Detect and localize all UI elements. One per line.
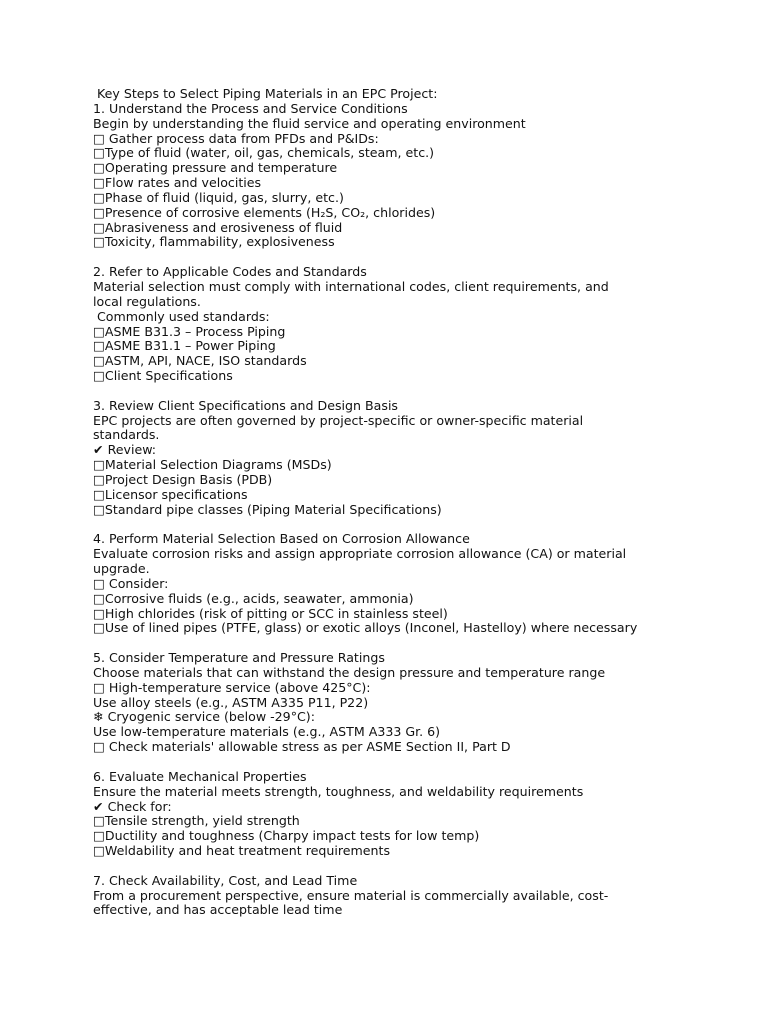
checkmark-icon: ✔: [93, 442, 104, 458]
section-heading: 5. Consider Temperature and Pressure Ratings: [93, 650, 385, 666]
box-icon: □: [93, 620, 105, 636]
list-item-text: Tensile strength, yield strength: [104, 813, 300, 829]
check-text: Check materials' allowable stress as per ASME Section II, Part D: [104, 739, 511, 755]
list-item-text: Ductility and toughness (Charpy impact tests for low temp): [104, 828, 480, 844]
list-item: [93, 592, 693, 607]
list-item-text: Use of lined pipes (PTFE, glass) or exotic alloys (Inconel, Hastelloy) where necessary: [104, 620, 638, 636]
section-body-line: Material selection must comply with international codes, client requirements, and: [93, 278, 609, 294]
list-item: [93, 146, 693, 161]
box-icon: □: [93, 605, 105, 621]
intro-text: Gather process data from PFDs and P&IDs:: [104, 130, 379, 146]
list-item-text: High chlorides (risk of pitting or SCC in stainless steel): [104, 605, 448, 621]
list-item-text: Client Specifications: [104, 368, 233, 384]
cryo-detail: Use low-temperature materials (e.g., ASTM A333 Gr. 6): [93, 724, 441, 740]
checkmark-icon: ✔: [93, 798, 104, 814]
section-6: [93, 770, 693, 859]
list-item-text: Toxicity, flammability, explosiveness: [104, 234, 335, 250]
box-icon: □: [93, 323, 105, 339]
high-temp-detail: Use alloy steels (e.g., ASTM A335 P11, P22): [93, 694, 369, 710]
section-body-line: local regulations.: [93, 293, 201, 309]
list-item-text: Weldability and heat treatment requirements: [104, 843, 390, 859]
list-item-text: Licensor specifications: [104, 486, 248, 502]
section-intro: [93, 443, 693, 458]
list-item: [93, 844, 693, 859]
list-item-text: Standard pipe classes (Piping Material Specifications): [104, 501, 442, 517]
list-item: [93, 191, 693, 206]
cryo-line: [93, 710, 693, 725]
list-item: [93, 621, 693, 636]
section-heading: 2. Refer to Applicable Codes and Standards: [93, 264, 367, 280]
section-3: [93, 399, 693, 518]
box-icon: □: [93, 501, 105, 517]
spacer: [93, 636, 693, 651]
list-item: [93, 354, 693, 369]
list-item: [93, 221, 693, 236]
box-icon: □: [93, 590, 105, 606]
list-item: [93, 488, 693, 503]
list-item: [93, 161, 693, 176]
list-item-text: ASME B31.1 – Power Piping: [104, 338, 276, 354]
list-item-text: Project Design Basis (PDB): [104, 471, 273, 487]
section-body-line: From a procurement perspective, ensure material is commercially available, cost-: [93, 887, 609, 903]
list-item-text: Phase of fluid (liquid, gas, slurry, etc.): [104, 189, 344, 205]
box-icon: □: [93, 739, 105, 755]
intro-text: Check for:: [103, 798, 172, 814]
high-temp-text: High-temperature service (above 425°C):: [104, 679, 371, 695]
spacer: [93, 250, 693, 265]
section-body-line: Evaluate corrosion risks and assign appropriate corrosion allowance (CA) or material: [93, 546, 627, 562]
list-item-text: Flow rates and velocities: [104, 175, 262, 191]
list-item: [93, 235, 693, 250]
list-item: [93, 814, 693, 829]
section-body-line: Choose materials that can withstand the design pressure and temperature range: [93, 664, 606, 680]
section-heading: 4. Perform Material Selection Based on Corrosion Allowance: [93, 531, 470, 547]
box-icon: □: [93, 219, 105, 235]
document-title: Key Steps to Select Piping Materials in an EPC Project:: [93, 86, 438, 101]
section-5: [93, 651, 693, 755]
section-body-line: Begin by understanding the fluid service and operating environment: [93, 115, 526, 131]
section-intro: [93, 132, 693, 147]
box-icon: □: [93, 175, 105, 191]
box-icon: □: [93, 679, 105, 695]
list-item-text: Type of fluid (water, oil, gas, chemicals, steam, etc.): [104, 145, 435, 161]
section-heading: 6. Evaluate Mechanical Properties: [93, 768, 307, 784]
section-body-line: effective, and has acceptable lead time: [93, 902, 343, 918]
list-item-text: Material Selection Diagrams (MSDs): [104, 457, 332, 473]
box-icon: □: [93, 813, 105, 829]
section-heading: 1. Understand the Process and Service Conditions: [93, 100, 408, 116]
box-icon: □: [93, 471, 105, 487]
section-body-line: EPC projects are often governed by project-specific or owner-specific material: [93, 412, 584, 428]
box-icon: □: [93, 189, 105, 205]
list-item: [93, 325, 693, 340]
box-icon: □: [93, 843, 105, 859]
spacer: [93, 517, 693, 532]
box-icon: □: [93, 575, 105, 591]
intro-text: Consider:: [104, 575, 169, 591]
section-body-line: Ensure the material meets strength, toughness, and weldability requirements: [93, 783, 584, 799]
box-icon: □: [93, 353, 105, 369]
document-body: [93, 87, 693, 918]
section-body-line: upgrade.: [93, 561, 150, 576]
list-item: [93, 607, 693, 622]
section-intro: [93, 800, 693, 815]
box-icon: □: [93, 234, 105, 250]
spacer: [93, 859, 693, 874]
cryo-text: Cryogenic service (below -29°C):: [103, 709, 315, 725]
list-item: [93, 829, 693, 844]
section-4: [93, 532, 693, 636]
box-icon: □: [93, 338, 105, 354]
section-heading: 3. Review Client Specifications and Design Basis: [93, 397, 398, 413]
list-item: [93, 339, 693, 354]
section-7: [93, 874, 693, 919]
list-item: [93, 176, 693, 191]
intro-text: Review:: [103, 442, 157, 458]
list-item-text: ASTM, API, NACE, ISO standards: [104, 353, 307, 369]
box-icon: □: [93, 145, 105, 161]
section-intro: [93, 577, 693, 592]
check-line: [93, 740, 693, 755]
box-icon: □: [93, 160, 105, 176]
list-item-text: ASME B31.3 – Process Piping: [104, 323, 286, 339]
list-item-text: Presence of corrosive elements (H₂S, CO₂, chlorides): [104, 204, 436, 220]
section-heading: 7. Check Availability, Cost, and Lead Time: [93, 872, 358, 888]
box-icon: □: [93, 368, 105, 384]
high-temp-line: [93, 681, 693, 696]
box-icon: □: [93, 828, 105, 844]
list-item: [93, 206, 693, 221]
list-item-text: Operating pressure and temperature: [104, 160, 338, 176]
list-item: [93, 503, 693, 518]
section-1: [93, 102, 693, 250]
list-item: [93, 458, 693, 473]
box-icon: □: [93, 204, 105, 220]
section-body-line: standards.: [93, 427, 160, 443]
box-icon: □: [93, 486, 105, 502]
section-intro: Commonly used standards:: [93, 308, 270, 324]
spacer: [93, 384, 693, 399]
list-item-text: Abrasiveness and erosiveness of fluid: [104, 219, 343, 235]
snowflake-icon: ❄: [93, 709, 104, 725]
box-icon: □: [93, 130, 105, 146]
list-item-text: Corrosive fluids (e.g., acids, seawater, ammonia): [104, 590, 414, 606]
list-item: [93, 473, 693, 488]
spacer: [93, 755, 693, 770]
box-icon: □: [93, 457, 105, 473]
section-2: [93, 265, 693, 384]
list-item: [93, 369, 693, 384]
